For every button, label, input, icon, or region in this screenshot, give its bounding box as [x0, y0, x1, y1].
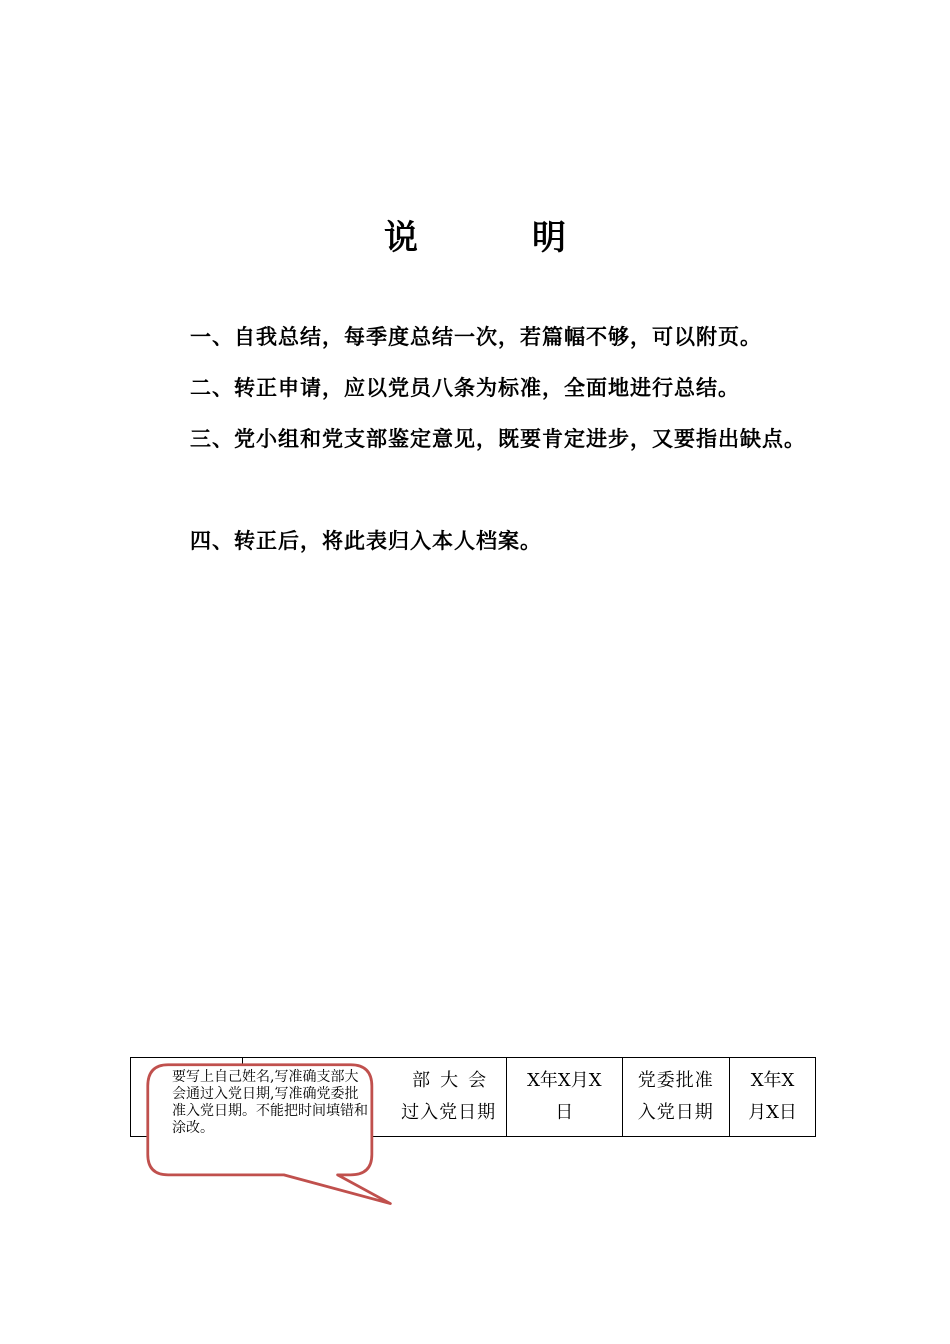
instruction-3: 三、党小组和党支部鉴定意见，既要肯定进步，又要指出缺点。 [190, 426, 806, 451]
callout-text: 要写上自己姓名,写准确支部大会通过入党日期,写准确党委批准入党日期。不能把时间填错和涂改。 [172, 1069, 368, 1136]
branch-meeting-date-line1: X年X月X [527, 1070, 602, 1091]
instruction-4: 四、转正后，将此表归入本人档案。 [190, 528, 542, 553]
committee-approval-date-line1: X年X [750, 1070, 795, 1091]
instruction-2: 二、转正申请，应以党员八条为标准，全面地进行总结。 [190, 375, 740, 400]
committee-approval-label-line1: 党委批准 [637, 1070, 714, 1091]
branch-meeting-label-line2: 过入党日期 [401, 1102, 497, 1123]
committee-approval-date-line2: 月X日 [748, 1102, 797, 1123]
branch-meeting-date-line2: 日 [555, 1102, 574, 1123]
branch-meeting-date-cell[interactable] [507, 1058, 622, 1137]
page-title: 说 明 [384, 218, 606, 258]
branch-meeting-label-line1: 部大会 [412, 1070, 497, 1091]
committee-approval-date-cell[interactable] [730, 1058, 816, 1137]
committee-approval-label-cell [622, 1058, 730, 1137]
committee-approval-label-line2: 入党日期 [637, 1102, 714, 1123]
instruction-1: 一、自我总结，每季度总结一次，若篇幅不够，可以附页。 [190, 324, 762, 349]
